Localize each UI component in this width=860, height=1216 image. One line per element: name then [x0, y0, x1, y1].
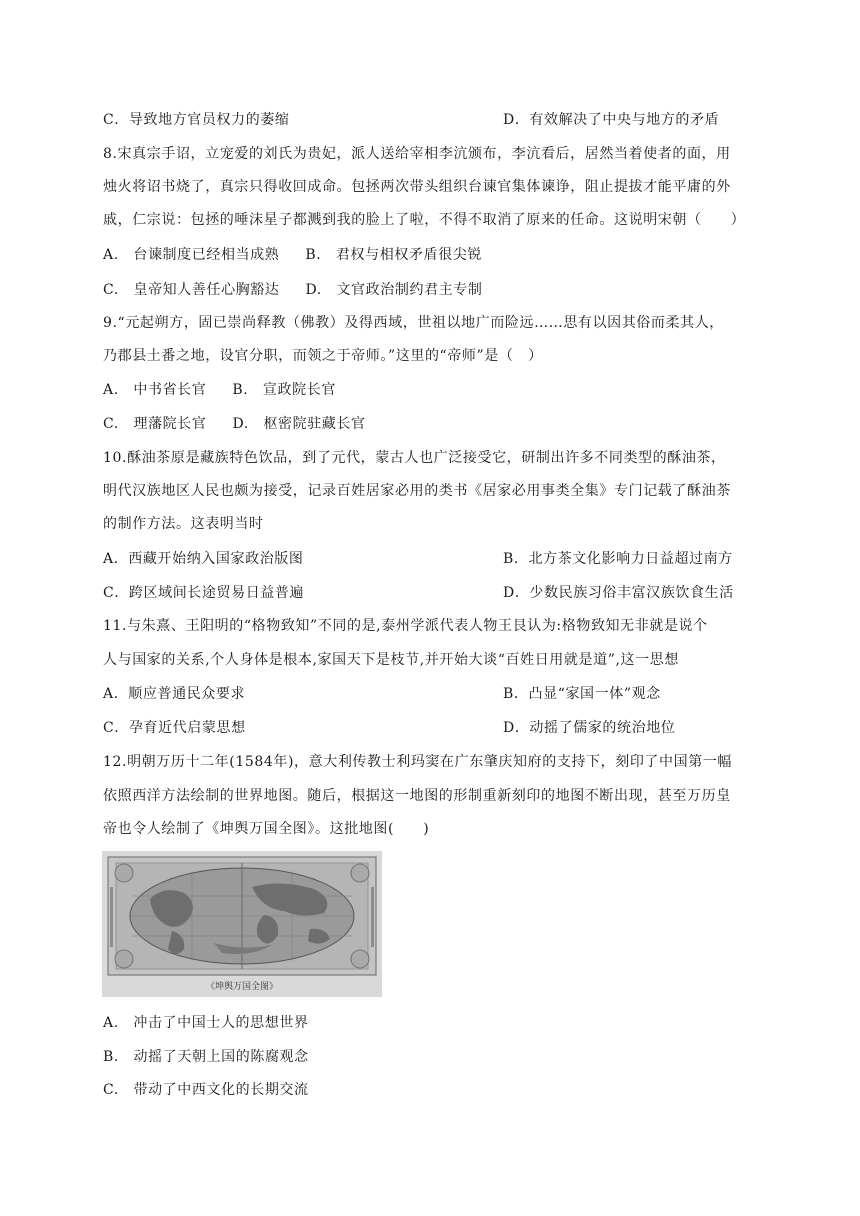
q11-options-row-1: [103, 685, 661, 703]
q8-option-d[interactable]: D. 文官政治制约君主专制: [305, 282, 483, 298]
world-map-illustration: [102, 851, 382, 997]
q8-stem-line-3: 戚，仁宗说：包拯的唾沫星子都溅到我的脸上了啦，不得不取消了原来的任命。这说明宋朝（ ）: [103, 212, 746, 228]
q7-option-c[interactable]: C．导致地方官员权力的萎缩: [103, 112, 290, 128]
q10-option-a[interactable]: A．西藏开始纳入国家政治版图: [103, 551, 304, 567]
q9-option-c[interactable]: C. 理藩院长官: [103, 416, 207, 432]
q8-options-row-2: [103, 281, 482, 299]
q12-stem-line-3: 帝也令人绘制了《坤舆万国全图》。这批地图( ): [103, 821, 430, 837]
q12-option-c[interactable]: C. 带动了中西文化的长期交流: [103, 1082, 309, 1098]
q10-stem-line-1: 10.酥油茶原是藏族特色饮品，到了元代，蒙古人也广泛接受它，研制出许多不同类型的酥油茶，: [103, 450, 726, 466]
q8-option-c[interactable]: C. 皇帝知人善任心胸豁达: [103, 282, 280, 298]
q9-options-row-1: [103, 381, 336, 399]
q12-option-a[interactable]: A. 冲击了中国士人的思想世界: [103, 1015, 309, 1031]
q11-stem-line-2: 人与国家的关系,个人身体是根本,家国天下是枝节,并开始大谈“百姓日用就是道”,这一思想: [103, 652, 679, 668]
q10-stem-line-3: 的制作方法。这表明当时: [103, 516, 264, 532]
q11-options-row-2: [103, 719, 676, 737]
q10-options-row-2: [103, 584, 734, 602]
world-map-image: [102, 851, 382, 997]
q9-stem-line-2: 乃郡县土番之地，设官分职，而领之于帝师。”这里的“帝师”是（ ）: [103, 348, 543, 364]
q12-option-b[interactable]: B. 动摇了天朝上国的陈腐观念: [103, 1049, 309, 1065]
q12-stem-line-1: 12.明朝万历十二年(1584年)，意大利传教士利玛窦在广东肇庆知府的支持下，刻印了中国第一幅: [103, 754, 733, 770]
q8-stem-line-2: 烛火将诏书烧了，真宗只得收回成命。包拯两次带头组织台谏官集体谏诤，阻止提拔才能平庸的外: [103, 179, 731, 195]
q8-stem-line-1: 8.宋真宗手诏，立宠爱的刘氏为贵妃，派人送给宰相李沆颁布，李沆看后，居然当着使者的面，用: [103, 146, 731, 162]
q10-options-row-1: [103, 550, 733, 568]
q9-option-b[interactable]: B. 宣政院长官: [232, 382, 336, 398]
q10-stem-line-2: 明代汉族地区人民也颇为接受，记录百姓居家必用的类书《居家必用事类全集》专门记载了酥油茶: [103, 483, 731, 499]
q11-option-a[interactable]: A．顺应普通民众要求: [103, 686, 246, 702]
q10-option-c[interactable]: C．跨区域间长途贸易日益普遍: [103, 585, 305, 601]
q8-options-row-1: [103, 246, 482, 264]
q11-option-d[interactable]: D．动摇了儒家的统治地位: [503, 720, 676, 736]
q8-option-b[interactable]: B. 君权与相权矛盾很尖锐: [305, 247, 482, 263]
q9-option-d[interactable]: D. 枢密院驻藏长官: [232, 416, 366, 432]
q10-option-b[interactable]: B．北方茶文化影响力日益超过南方: [503, 551, 733, 567]
q9-option-a[interactable]: A. 中书省长官: [103, 382, 207, 398]
q9-stem-line-1: 9.“元起朔方，固已崇尚释教（佛教）及得西域，世祖以地广而险远……思有以因其俗而柔其人，: [103, 315, 724, 331]
q8-option-a[interactable]: A. 台谏制度已经相当成熟: [103, 247, 280, 263]
q9-options-row-2: [103, 415, 366, 433]
q11-option-b[interactable]: B．凸显“家国一体”观念: [503, 686, 661, 702]
map-caption: 《坤舆万国全图》: [205, 982, 278, 992]
q7-options-row: [103, 111, 720, 129]
q11-stem-line-1: 11.与朱熹、王阳明的“格物致知”不同的是,泰州学派代表人物王艮认为:格物致知无非就是说个: [103, 618, 708, 634]
q7-option-d[interactable]: D．有效解决了中央与地方的矛盾: [503, 112, 720, 128]
q11-option-c[interactable]: C．孕育近代启蒙思想: [103, 720, 246, 736]
q10-option-d[interactable]: D．少数民族习俗丰富汉族饮食生活: [503, 585, 734, 601]
q12-stem-line-2: 依照西洋方法绘制的世界地图。随后，根据这一地图的形制重新刻印的地图不断出现，甚至万历皇: [103, 788, 731, 804]
